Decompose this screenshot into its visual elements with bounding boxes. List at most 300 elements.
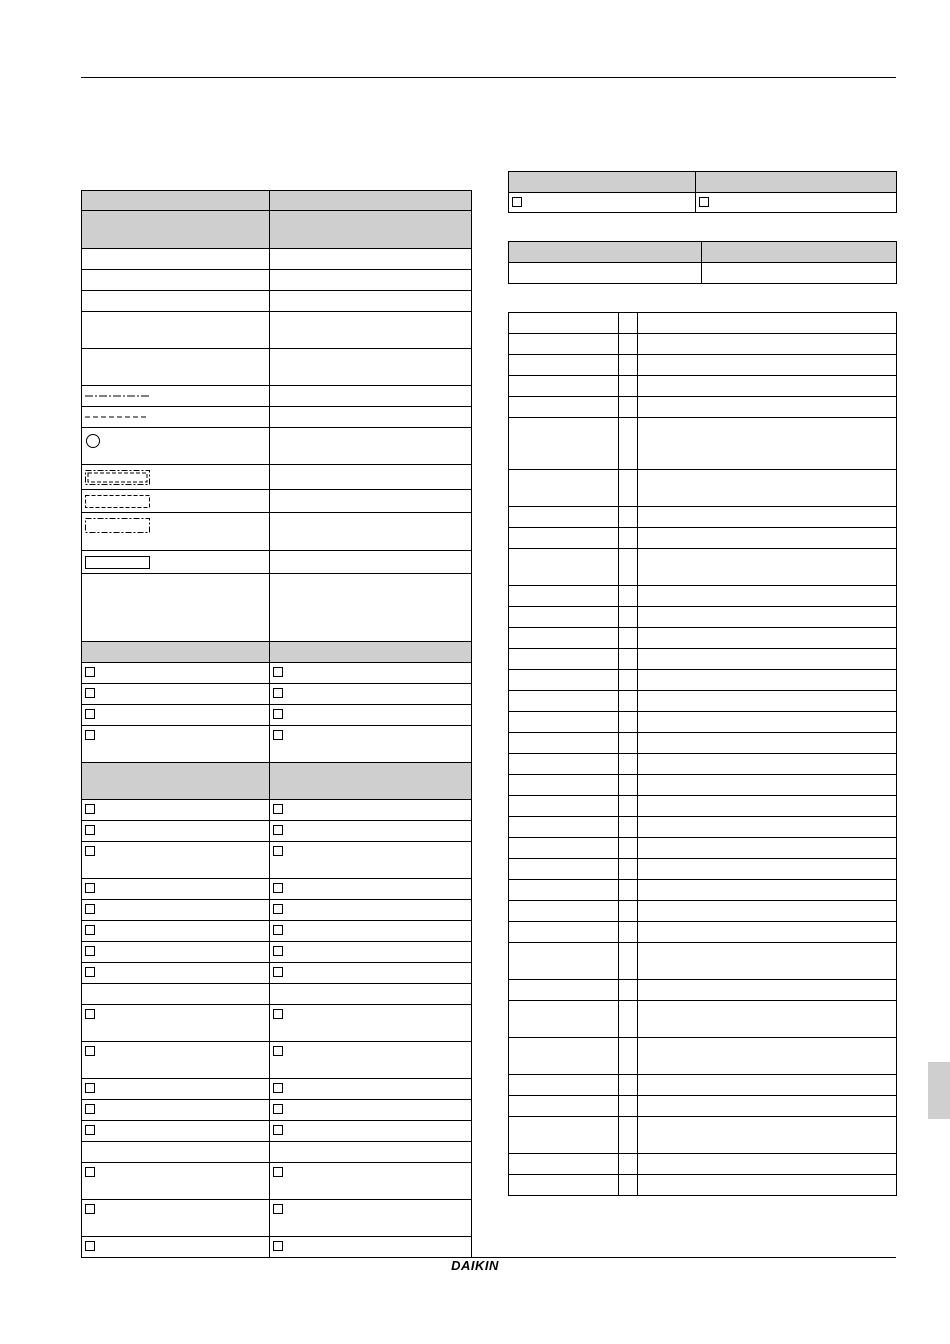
table-row [509, 507, 897, 528]
table-cell [270, 551, 472, 574]
section-tab [928, 1062, 950, 1119]
table-row [82, 726, 472, 763]
table-cell [638, 607, 897, 628]
symbol-cell [82, 428, 270, 465]
table-cell [509, 1075, 619, 1096]
checkbox-icon [273, 1009, 283, 1019]
symbols-table [81, 190, 472, 1258]
table-row [509, 397, 897, 418]
checkbox-icon [85, 946, 95, 956]
table-cell [509, 586, 619, 607]
checkbox-icon [85, 967, 95, 977]
table-cell [619, 628, 638, 649]
table-cell [619, 838, 638, 859]
checkbox-cell [270, 1200, 472, 1237]
table-cell [619, 796, 638, 817]
checkbox-icon [85, 846, 95, 856]
table-cell [619, 549, 638, 586]
table-cell [638, 1096, 897, 1117]
table-cell [638, 980, 897, 1001]
table-cell [638, 507, 897, 528]
table-cell [509, 838, 619, 859]
table-cell [509, 1175, 619, 1196]
table-cell [619, 733, 638, 754]
table-cell [509, 733, 619, 754]
checkbox-cell [270, 663, 472, 684]
checkbox-cell [82, 921, 270, 942]
checkbox-icon [85, 825, 95, 835]
table-cell [638, 775, 897, 796]
checkbox-cell [270, 900, 472, 921]
table-row [509, 754, 897, 775]
checkbox-cell [82, 900, 270, 921]
table-cell [509, 754, 619, 775]
symbol-cell [82, 407, 270, 428]
table-row [82, 349, 472, 386]
table-row [82, 1005, 472, 1042]
table-row [509, 628, 897, 649]
table-row [82, 1200, 472, 1237]
table-cell [82, 291, 270, 312]
checkbox-cell [270, 726, 472, 763]
table-row [509, 607, 897, 628]
checkbox-cell [270, 942, 472, 963]
table-row [82, 963, 472, 984]
checkbox-cell [270, 800, 472, 821]
table-row [82, 1237, 472, 1258]
table-row [82, 705, 472, 726]
table-cell [638, 528, 897, 549]
table-cell [270, 386, 472, 407]
table-cell [619, 775, 638, 796]
checkbox-icon [273, 846, 283, 856]
checkbox-icon [273, 825, 283, 835]
checkbox-cell [82, 1121, 270, 1142]
table-cell [638, 691, 897, 712]
table-cell [638, 796, 897, 817]
table-cell [638, 1117, 897, 1154]
table-cell [270, 1142, 472, 1163]
table-cell [638, 859, 897, 880]
header-cell [82, 763, 270, 800]
checkbox-icon [273, 730, 283, 740]
table-cell [509, 1154, 619, 1175]
table-row [509, 691, 897, 712]
table-cell [509, 1117, 619, 1154]
checkbox-icon [273, 667, 283, 677]
table-cell [509, 880, 619, 901]
table-cell [509, 397, 619, 418]
table-row [82, 312, 472, 349]
checkbox-cell [270, 705, 472, 726]
table-cell [270, 407, 472, 428]
checkbox-icon [273, 1125, 283, 1135]
table-row [509, 1075, 897, 1096]
table-row [82, 900, 472, 921]
checkbox-icon [85, 730, 95, 740]
table-cell [619, 943, 638, 980]
checkbox-icon [85, 904, 95, 914]
table-row [82, 879, 472, 900]
daikin-logo: DAIKIN [451, 1258, 499, 1273]
table-cell [638, 313, 897, 334]
table-cell [638, 754, 897, 775]
table-cell [619, 355, 638, 376]
checkbox-icon [273, 883, 283, 893]
checkbox-cell [82, 1042, 270, 1079]
table-row [509, 1001, 897, 1038]
circle-icon [85, 433, 269, 452]
table-cell [509, 418, 619, 470]
table-cell [619, 901, 638, 922]
checkbox-cell [270, 1163, 472, 1200]
table-cell [619, 313, 638, 334]
table-cell [509, 859, 619, 880]
checkbox-icon [85, 1241, 95, 1251]
header-cell [270, 211, 472, 249]
table-cell [82, 984, 270, 1005]
table-cell [619, 1154, 638, 1175]
table-row [509, 943, 897, 980]
table-row [509, 172, 897, 193]
table-cell [619, 507, 638, 528]
symbol-cell [82, 490, 270, 513]
checkbox-cell [82, 705, 270, 726]
checkbox-cell [270, 842, 472, 879]
table-row [509, 775, 897, 796]
table-cell [638, 922, 897, 943]
table-row [82, 842, 472, 879]
checkbox-cell [270, 1100, 472, 1121]
checkbox-cell [82, 1163, 270, 1200]
table-row [82, 465, 472, 490]
table-cell [619, 880, 638, 901]
checkbox-icon [85, 1167, 95, 1177]
table-cell [638, 1001, 897, 1038]
table-row [509, 649, 897, 670]
table-cell [619, 586, 638, 607]
checkbox-cell [270, 963, 472, 984]
table-cell [270, 270, 472, 291]
checkbox-icon [85, 1046, 95, 1056]
table-cell [638, 880, 897, 901]
solid-box-icon [85, 556, 269, 573]
checkbox-icon [85, 688, 95, 698]
table-cell [619, 1117, 638, 1154]
table-row [82, 551, 472, 574]
header-cell [270, 642, 472, 663]
table-row [509, 313, 897, 334]
header-cell [82, 211, 270, 249]
checkbox-cell [82, 684, 270, 705]
checkbox-cell [82, 726, 270, 763]
table-cell [638, 470, 897, 507]
table-cell [509, 1096, 619, 1117]
checkbox-icon [699, 197, 709, 207]
table-cell [82, 312, 270, 349]
table-cell [638, 733, 897, 754]
table-row [82, 984, 472, 1005]
header-cell [82, 642, 270, 663]
table-cell [509, 470, 619, 507]
checkbox-icon [85, 804, 95, 814]
checkbox-icon [85, 1104, 95, 1114]
header-cell [270, 191, 472, 211]
table-cell [509, 549, 619, 586]
table-cell [619, 670, 638, 691]
table-cell [82, 1142, 270, 1163]
table-cell [619, 1038, 638, 1075]
table-row [509, 901, 897, 922]
info-table [508, 241, 897, 284]
table-cell [82, 270, 270, 291]
table-cell [509, 670, 619, 691]
table-cell [509, 901, 619, 922]
table-cell [619, 712, 638, 733]
table-cell [638, 1154, 897, 1175]
checkbox-cell [82, 1005, 270, 1042]
table-cell [270, 428, 472, 465]
header-cell [702, 242, 897, 263]
table-cell [638, 334, 897, 355]
table-row [82, 428, 472, 465]
checkbox-cell [82, 1079, 270, 1100]
table-cell [509, 1001, 619, 1038]
table-cell [638, 943, 897, 980]
table-cell [270, 513, 472, 551]
checkbox-cell [82, 1100, 270, 1121]
table-cell [82, 349, 270, 386]
table-cell [638, 1075, 897, 1096]
header-cell [509, 242, 702, 263]
table-cell [509, 817, 619, 838]
table-row [82, 1042, 472, 1079]
table-cell [619, 922, 638, 943]
table-row [82, 407, 472, 428]
checkbox-cell [270, 1079, 472, 1100]
table-row [82, 1079, 472, 1100]
table-cell [270, 249, 472, 270]
table-row [509, 712, 897, 733]
table-cell [638, 670, 897, 691]
checkbox-icon [85, 1204, 95, 1214]
table-cell [509, 691, 619, 712]
table-row [82, 663, 472, 684]
table-cell [619, 470, 638, 507]
checkbox-icon [273, 1083, 283, 1093]
checkbox-cell [82, 842, 270, 879]
header-rule [81, 77, 896, 78]
table-row [509, 355, 897, 376]
header-cell [82, 191, 270, 211]
table-row [509, 1096, 897, 1117]
table-row [509, 1175, 897, 1196]
table-cell [619, 334, 638, 355]
table-cell [619, 817, 638, 838]
table-cell [638, 549, 897, 586]
table-cell [638, 649, 897, 670]
table-row [82, 1121, 472, 1142]
checkbox-icon [85, 1083, 95, 1093]
table-row [509, 193, 897, 213]
table-row [82, 1100, 472, 1121]
checkbox-icon [512, 197, 522, 207]
table-cell [619, 649, 638, 670]
table-row [509, 670, 897, 691]
table-cell [638, 838, 897, 859]
table-cell [509, 607, 619, 628]
table-cell [509, 313, 619, 334]
table-cell [619, 607, 638, 628]
checkbox-icon [273, 925, 283, 935]
checkbox-icon [273, 688, 283, 698]
dash-dot-line-icon [85, 391, 269, 402]
table-cell [509, 628, 619, 649]
checkbox-cell [270, 1042, 472, 1079]
table-cell [638, 628, 897, 649]
table-row [82, 270, 472, 291]
table-cell [619, 1175, 638, 1196]
table-row [509, 859, 897, 880]
table-row [82, 574, 472, 642]
table-row [509, 586, 897, 607]
table-cell [619, 691, 638, 712]
checkbox-icon [273, 804, 283, 814]
table-cell [270, 291, 472, 312]
table-row [509, 817, 897, 838]
table-cell [509, 775, 619, 796]
table-row [82, 942, 472, 963]
table-row [82, 800, 472, 821]
table-cell [638, 397, 897, 418]
table-cell [509, 507, 619, 528]
table-cell [509, 922, 619, 943]
table-row [509, 796, 897, 817]
checkbox-cell [270, 879, 472, 900]
table-row [509, 1038, 897, 1075]
table-cell [638, 712, 897, 733]
dash-dot-double-box-icon [85, 470, 269, 489]
table-cell [509, 376, 619, 397]
table-row [509, 1117, 897, 1154]
table-row [82, 513, 472, 551]
table-row [82, 763, 472, 800]
checkbox-cell [82, 663, 270, 684]
table-cell [82, 249, 270, 270]
checkbox-icon [273, 1104, 283, 1114]
table-cell [270, 574, 472, 642]
symbol-cell [82, 465, 270, 490]
table-cell [619, 859, 638, 880]
checkbox-cell [270, 1005, 472, 1042]
checkbox-cell [82, 879, 270, 900]
table-cell [509, 712, 619, 733]
table-row [82, 249, 472, 270]
header-cell [270, 763, 472, 800]
checkbox-cell [270, 821, 472, 842]
checkbox-cell [82, 1200, 270, 1237]
table-cell [638, 901, 897, 922]
table-cell [509, 334, 619, 355]
table-row [82, 921, 472, 942]
checkbox-cell [696, 193, 897, 213]
table-cell [270, 490, 472, 513]
checkbox-icon [85, 1125, 95, 1135]
table-row [82, 386, 472, 407]
checkbox-icon [85, 1009, 95, 1019]
table-cell [509, 796, 619, 817]
table-cell [270, 312, 472, 349]
table-row [82, 1163, 472, 1200]
checkbox-icon [273, 1204, 283, 1214]
table-row [509, 733, 897, 754]
table-cell [619, 1075, 638, 1096]
checkbox-icon [85, 925, 95, 935]
table-row [82, 684, 472, 705]
checkbox-cell [82, 821, 270, 842]
table-cell [619, 397, 638, 418]
table-row [509, 418, 897, 470]
checkbox-icon [85, 709, 95, 719]
table-cell [509, 528, 619, 549]
dashed-line-icon [85, 412, 269, 423]
symbol-cell [82, 513, 270, 551]
checkbox-icon [273, 1167, 283, 1177]
checkbox-icon [273, 904, 283, 914]
checkbox-cell [270, 684, 472, 705]
table-cell [270, 349, 472, 386]
checkbox-icon [273, 946, 283, 956]
table-cell [638, 586, 897, 607]
table-cell [638, 418, 897, 470]
table-row [82, 642, 472, 663]
table-row [82, 490, 472, 513]
checkbox-cell [82, 963, 270, 984]
table-row [509, 838, 897, 859]
header-cell [509, 172, 696, 193]
table-row [509, 376, 897, 397]
table-cell [619, 376, 638, 397]
table-row [82, 821, 472, 842]
symbol-cell [82, 386, 270, 407]
checkbox-cell [82, 942, 270, 963]
checkbox-cell [509, 193, 696, 213]
table-cell [509, 263, 702, 284]
table-cell [638, 817, 897, 838]
table-cell [619, 754, 638, 775]
header-cell [696, 172, 897, 193]
dash-dot-box-icon [85, 518, 269, 537]
table-cell [619, 1096, 638, 1117]
table-row [82, 1142, 472, 1163]
table-cell [270, 984, 472, 1005]
table-cell [509, 649, 619, 670]
checkbox-icon [85, 667, 95, 677]
checkbox-icon [273, 1241, 283, 1251]
table-row [509, 549, 897, 586]
table-cell [270, 465, 472, 490]
table-row [509, 263, 897, 284]
table-cell [509, 980, 619, 1001]
table-cell [509, 943, 619, 980]
checkbox-cell [270, 1121, 472, 1142]
table-cell [619, 980, 638, 1001]
checkbox-cell [82, 1237, 270, 1258]
table-row [509, 880, 897, 901]
table-cell [82, 574, 270, 642]
table-cell [638, 355, 897, 376]
table-cell [638, 376, 897, 397]
